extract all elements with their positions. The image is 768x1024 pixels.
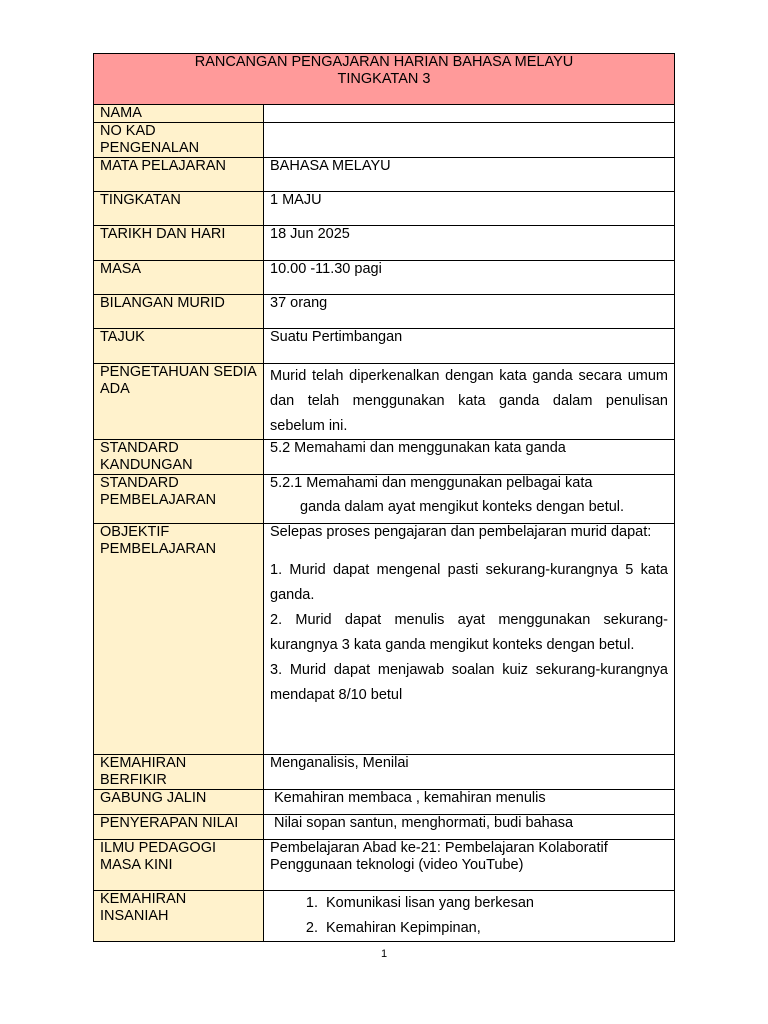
row-kemahiran-berfikir bbox=[94, 755, 675, 790]
row-kemahiran-insaniah bbox=[94, 891, 675, 942]
value-tajuk: Suatu Pertimbangan bbox=[264, 329, 675, 364]
document-subtitle: TINGKATAN 3 bbox=[337, 71, 431, 87]
row-tingkatan bbox=[94, 192, 675, 226]
value-tingkatan: 1 MAJU bbox=[264, 192, 675, 226]
row-standard-kandungan bbox=[94, 440, 675, 475]
label-tingkatan: TINGKATAN bbox=[94, 192, 264, 226]
label-no-kad: NO KAD PENGENALAN bbox=[94, 123, 264, 158]
label-objektif: OBJEKTIF PEMBELAJARAN bbox=[94, 524, 264, 755]
value-kemahiran-berfikir: Menganalisis, Menilai bbox=[264, 755, 675, 790]
row-tajuk bbox=[94, 329, 675, 364]
label-tarikh: TARIKH DAN HARI bbox=[94, 226, 264, 261]
value-masa: 10.00 -11.30 pagi bbox=[264, 261, 675, 295]
row-objektif bbox=[94, 524, 675, 755]
label-kemahiran-insaniah: KEMAHIRAN INSANIAH bbox=[94, 891, 264, 942]
label-nama: NAMA bbox=[94, 105, 264, 123]
standard-pembelajaran-line1: 5.2.1 Memahami dan menggunakan pelbagai kata bbox=[270, 475, 593, 491]
ilmu-pedagogi-line2: Penggunaan teknologi (video YouTube) bbox=[270, 857, 524, 873]
objektif-intro: Selepas proses pengajaran dan pembelajaran murid dapat: bbox=[270, 524, 652, 540]
list-item: 2. Kemahiran Kepimpinan, bbox=[322, 916, 668, 941]
value-kemahiran-insaniah bbox=[264, 891, 675, 942]
label-bilangan: BILANGAN MURID bbox=[94, 295, 264, 329]
label-tajuk: TAJUK bbox=[94, 329, 264, 364]
row-standard-pembelajaran bbox=[94, 475, 675, 524]
document-title: RANCANGAN PENGAJARAN HARIAN BAHASA MELAYU bbox=[194, 54, 574, 70]
ilmu-pedagogi-line1: Pembelajaran Abad ke-21: Pembelajaran Kolaboratif bbox=[270, 840, 608, 856]
value-standard-pembelajaran bbox=[264, 475, 675, 524]
objektif-item: 1. Murid dapat mengenal pasti sekurang-kurangnya 5 kata ganda. bbox=[270, 562, 668, 603]
value-ilmu-pedagogi bbox=[264, 840, 675, 891]
label-kemahiran-berfikir: KEMAHIRAN BERFIKIR bbox=[94, 755, 264, 790]
label-masa: MASA bbox=[94, 261, 264, 295]
standard-pembelajaran-line2: ganda dalam ayat mengikut konteks dengan betul. bbox=[300, 499, 625, 515]
list-item: 1. Komunikasi lisan yang berkesan bbox=[322, 891, 668, 916]
value-bilangan: 37 orang bbox=[264, 295, 675, 329]
value-tarikh: 18 Jun 2025 bbox=[264, 226, 675, 261]
label-pengetahuan: PENGETAHUAN SEDIA ADA bbox=[94, 364, 264, 440]
label-mata-pelajaran: MATA PELAJARAN bbox=[94, 158, 264, 192]
row-no-kad bbox=[94, 123, 675, 158]
label-standard-pembelajaran: STANDARD PEMBELAJARAN bbox=[94, 475, 264, 524]
value-objektif bbox=[264, 524, 675, 755]
row-pengetahuan bbox=[94, 364, 675, 440]
lesson-plan-table bbox=[93, 53, 675, 942]
title-cell bbox=[94, 54, 675, 105]
value-penyerapan-nilai: Nilai sopan santun, menghormati, budi bahasa bbox=[264, 815, 675, 840]
objektif-item: 2. Murid dapat menulis ayat menggunakan sekurang-kurangnya 3 kata ganda mengikut konteks dengan betul. bbox=[270, 612, 668, 653]
label-standard-kandungan: STANDARD KANDUNGAN bbox=[94, 440, 264, 475]
row-bilangan bbox=[94, 295, 675, 329]
value-nama bbox=[264, 105, 675, 123]
row-tarikh bbox=[94, 226, 675, 261]
insaniah-list bbox=[270, 891, 668, 941]
value-gabung-jalin: Kemahiran membaca , kemahiran menulis bbox=[264, 790, 675, 815]
value-standard-kandungan: 5.2 Memahami dan menggunakan kata ganda bbox=[264, 440, 675, 475]
value-mata-pelajaran: BAHASA MELAYU bbox=[264, 158, 675, 192]
row-masa bbox=[94, 261, 675, 295]
row-gabung-jalin bbox=[94, 790, 675, 815]
label-penyerapan-nilai: PENYERAPAN NILAI bbox=[94, 815, 264, 840]
value-no-kad bbox=[264, 123, 675, 158]
row-nama bbox=[94, 105, 675, 123]
page-number: 1 bbox=[380, 948, 388, 960]
title-row bbox=[94, 54, 675, 105]
label-gabung-jalin: GABUNG JALIN bbox=[94, 790, 264, 815]
row-mata-pelajaran bbox=[94, 158, 675, 192]
row-ilmu-pedagogi bbox=[94, 840, 675, 891]
value-pengetahuan: Murid telah diperkenalkan dengan kata ganda secara umum dan telah menggunakan kata ganda dalam penulisan sebelum ini. bbox=[264, 364, 675, 440]
label-ilmu-pedagogi: ILMU PEDAGOGI MASA KINI bbox=[94, 840, 264, 891]
objektif-item: 3. Murid dapat menjawab soalan kuiz sekurang-kurangnya mendapat 8/10 betul bbox=[270, 662, 668, 703]
row-penyerapan-nilai bbox=[94, 815, 675, 840]
